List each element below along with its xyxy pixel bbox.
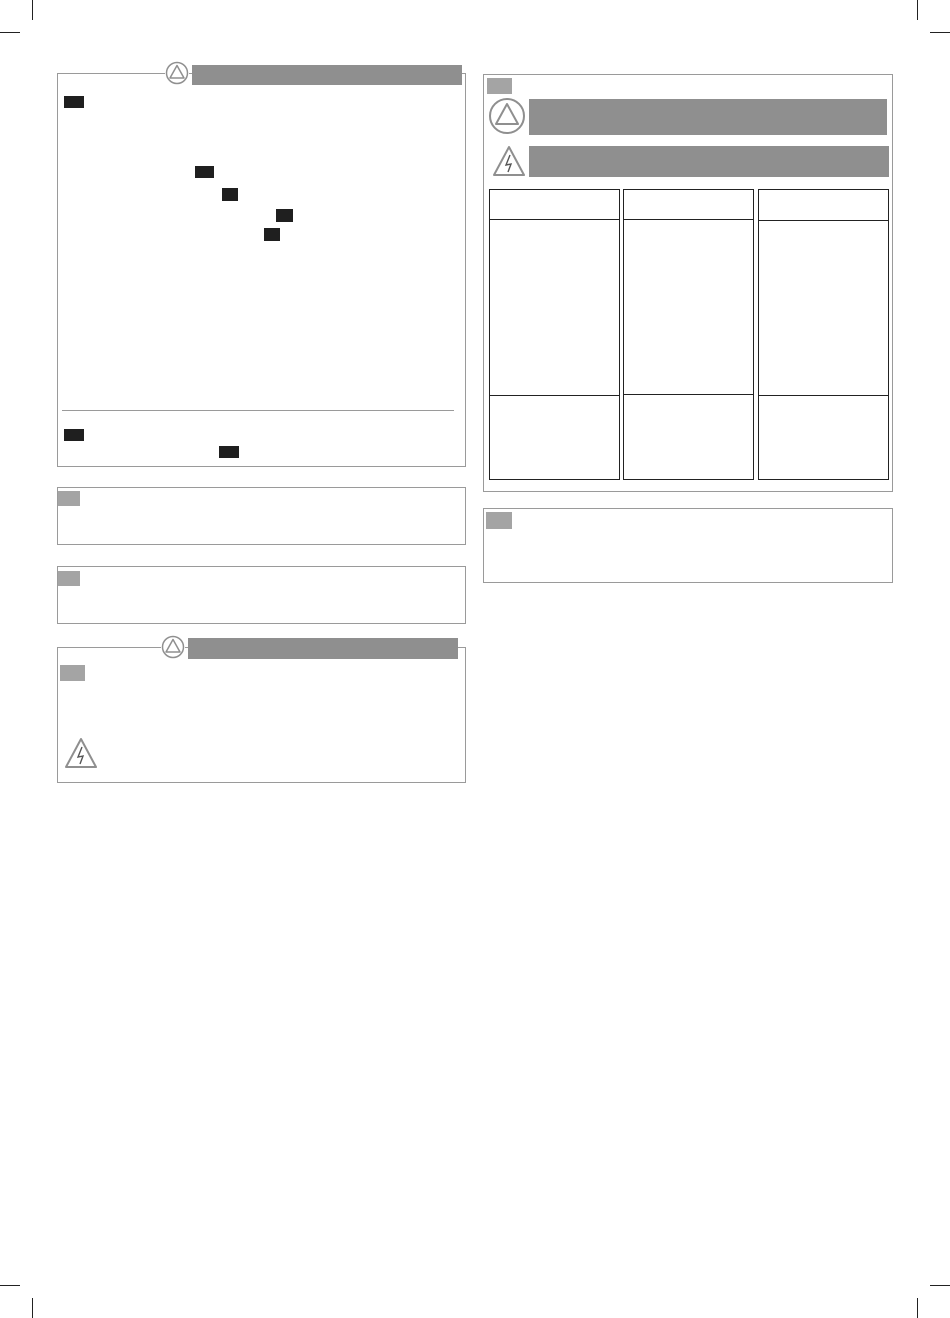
section-divider	[62, 410, 454, 411]
step-marker	[64, 96, 84, 108]
warning-circle-icon	[488, 97, 526, 135]
section-warning-electric	[57, 647, 466, 783]
crop-mark-top-left-h	[0, 32, 20, 33]
step-marker	[264, 228, 280, 241]
step-marker	[276, 209, 293, 222]
spec-column	[623, 189, 754, 480]
note-marker	[60, 665, 85, 681]
hazard-banner	[529, 146, 889, 177]
warning-banner	[529, 99, 887, 135]
section-header-bar	[192, 65, 462, 85]
electric-hazard-icon	[64, 737, 98, 769]
section-warning-main	[57, 73, 466, 467]
step-marker	[64, 429, 84, 441]
crop-mark-bottom-left-h	[0, 1285, 20, 1286]
section-header-bar	[188, 638, 458, 659]
crop-mark-top-right-h	[930, 32, 950, 33]
crop-mark-bottom-right	[917, 1298, 918, 1318]
spec-column	[489, 189, 620, 480]
crop-mark-bottom-right-h	[930, 1285, 950, 1286]
crop-mark-top-right	[917, 0, 918, 20]
spec-column	[758, 189, 889, 480]
electric-hazard-icon	[492, 145, 526, 177]
note-marker	[58, 571, 80, 586]
warning-circle-icon	[165, 61, 189, 85]
note-marker	[487, 78, 512, 94]
crop-mark-bottom-left	[32, 1298, 33, 1318]
warning-circle-icon	[161, 635, 185, 659]
note-marker	[486, 512, 512, 529]
step-marker	[219, 446, 239, 458]
note-box	[483, 508, 893, 583]
step-marker	[222, 188, 238, 201]
note-box	[57, 566, 466, 624]
crop-mark-top-left	[32, 0, 33, 20]
note-marker	[58, 491, 80, 506]
step-marker	[195, 166, 214, 178]
note-box	[57, 487, 466, 545]
